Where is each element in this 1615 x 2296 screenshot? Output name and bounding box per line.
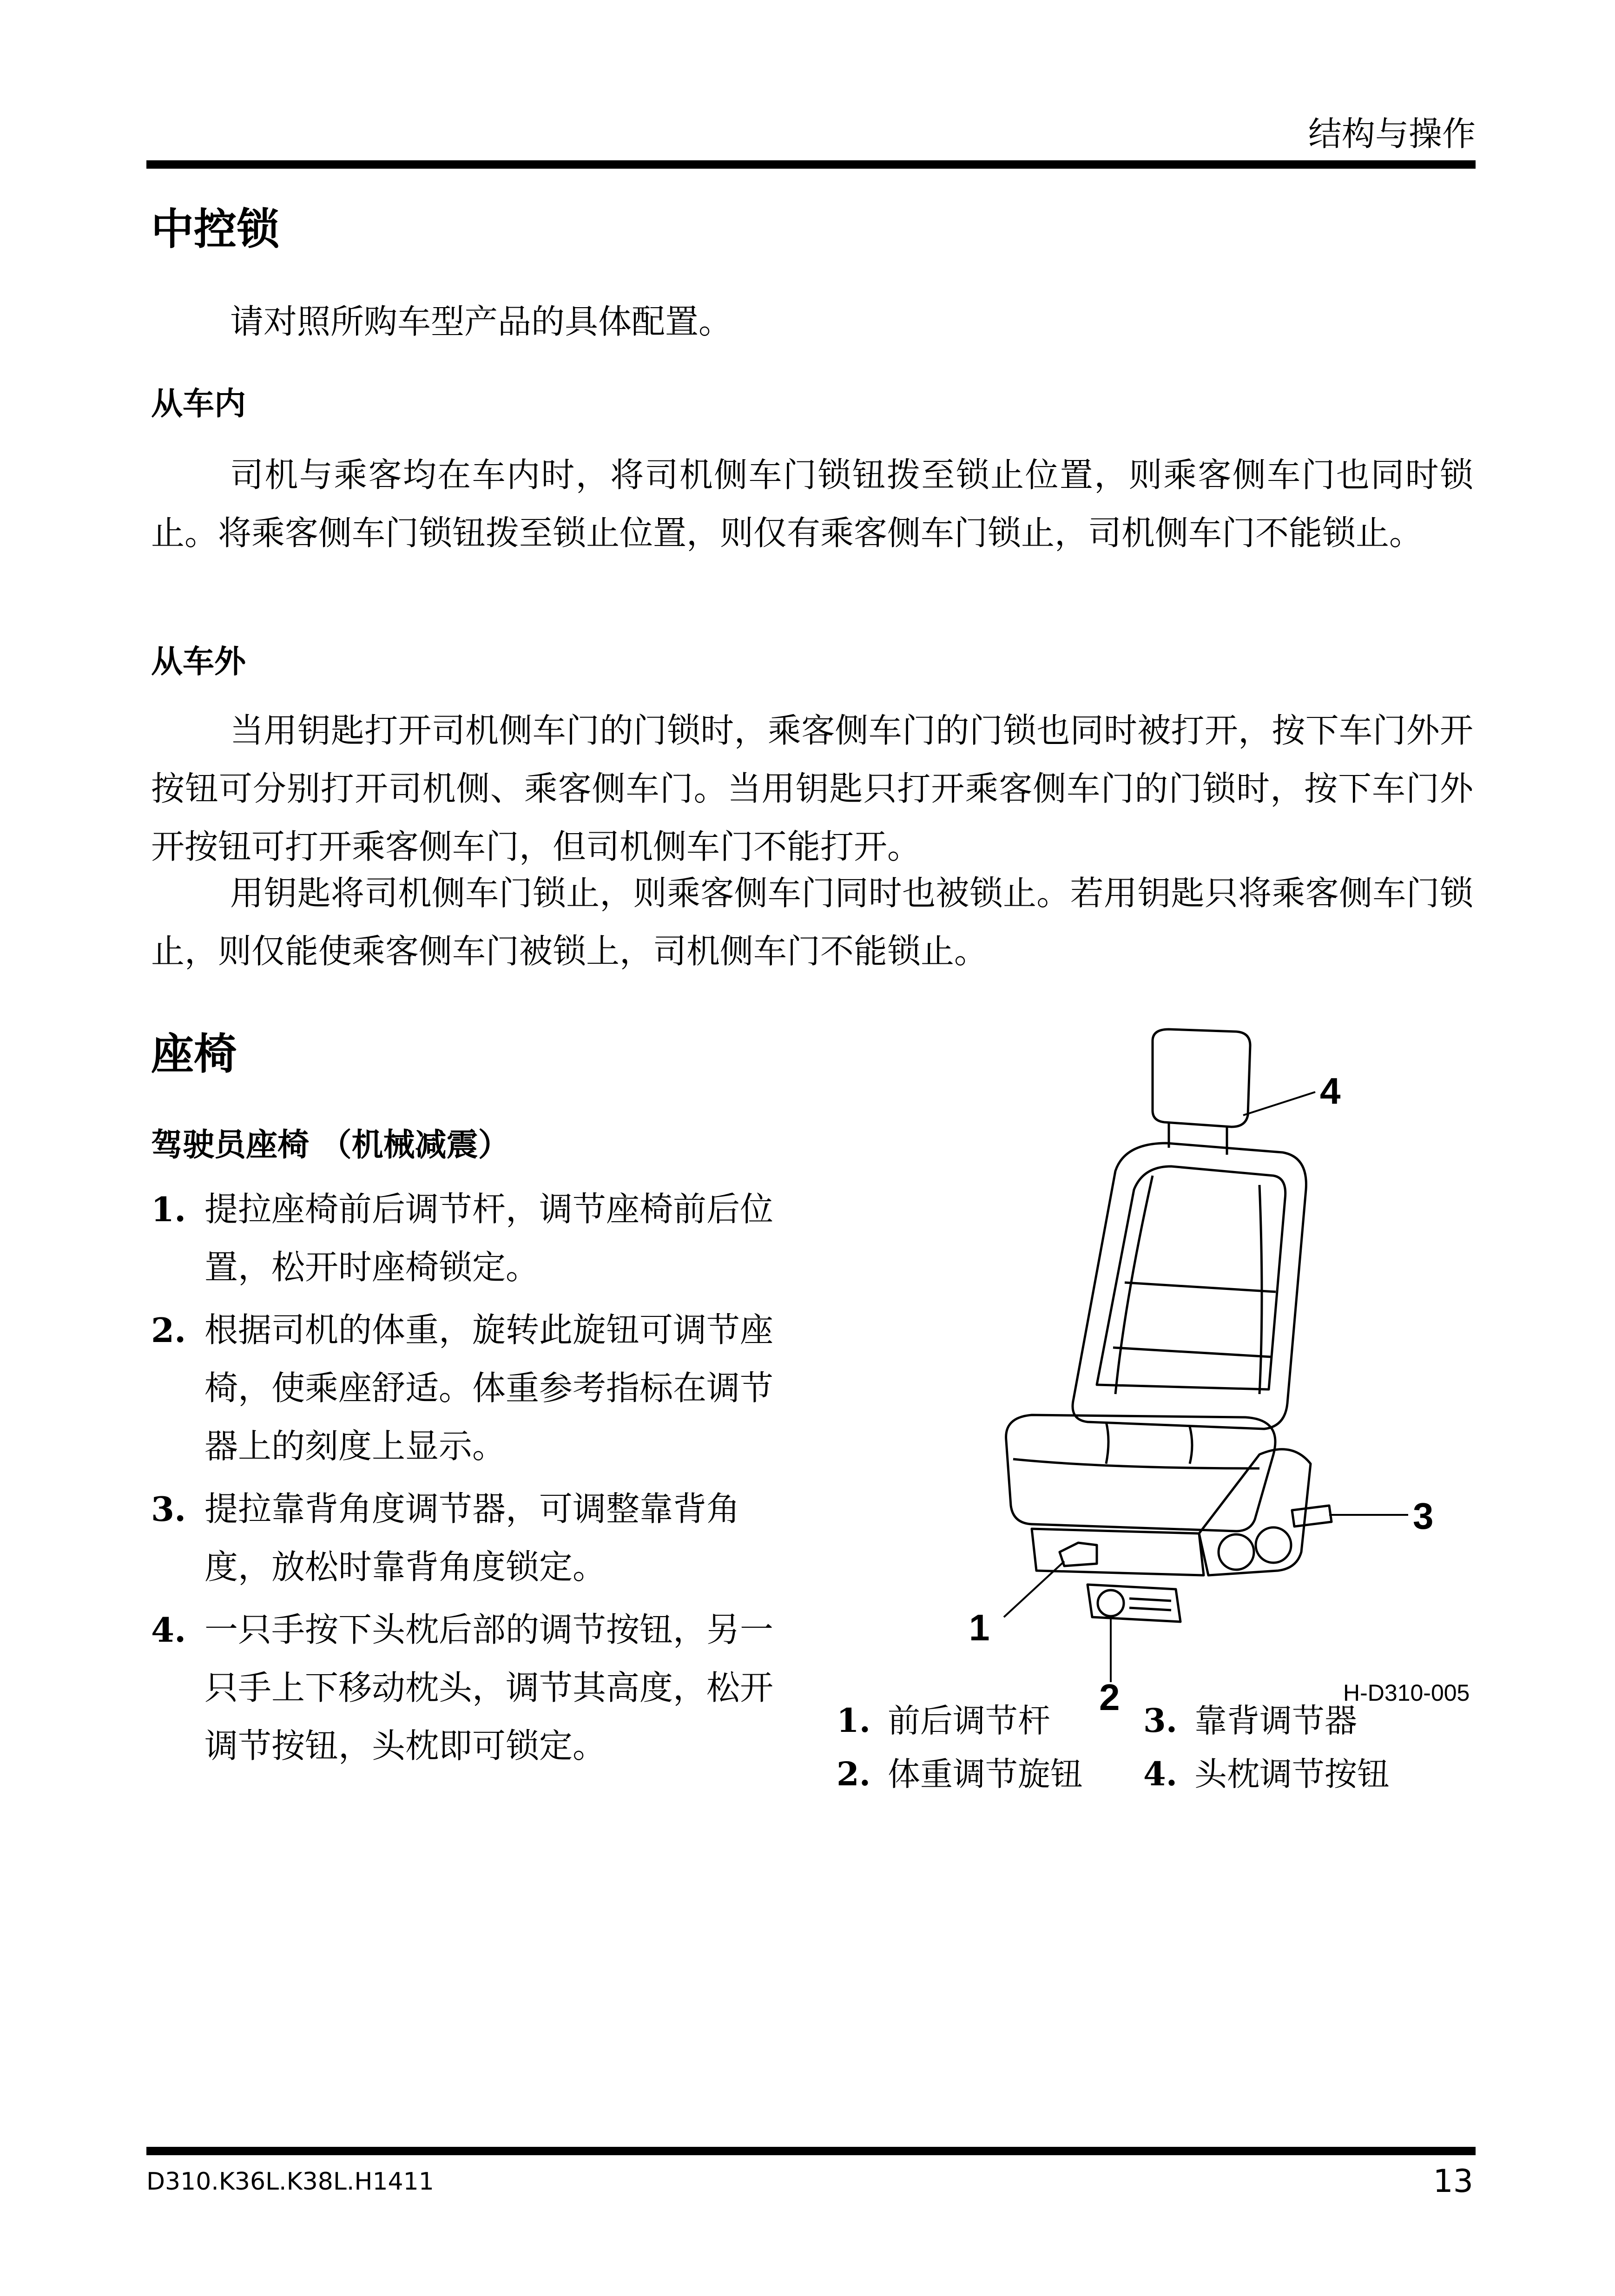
document-code: D310.K36L.K38L.H1411 <box>146 2168 434 2196</box>
figure-captions <box>837 1691 1510 1798</box>
caption-1: 1. 前后调节杆 <box>837 1701 1050 1740</box>
list-item: 4. 一只手按下头枕后部的调节按钮，另一只手上下移动枕头，调节其高度，松开调节按钮，头枕即可锁定。 <box>151 1610 774 1765</box>
outside-paragraph-1: 当用钥匙打开司机侧车门的门锁时，乘客侧车门的门锁也同时被打开，按下车门外开按钮可分别打开司机侧、乘客侧车门。当用钥匙只打开乘客侧车门的门锁时，按下车门外开按钮可打开乘客侧车门，但司机侧车门不能打开。 <box>151 711 1473 866</box>
seat-instructions-list <box>151 1180 802 1780</box>
section-heading-seat: 座椅 <box>151 1029 237 1079</box>
footer-rule <box>146 2147 1476 2155</box>
seat-illustration <box>827 1022 1501 1710</box>
callout-4: 4 <box>1320 1070 1341 1112</box>
subheading-outside: 从车外 <box>151 644 246 680</box>
callout-2: 2 <box>1099 1677 1120 1710</box>
page-number: 13 <box>1433 2163 1473 2200</box>
headrest-shape <box>1153 1029 1250 1127</box>
central-lock-intro: 请对照所购车型产品的具体配置。 <box>230 302 732 341</box>
callout-1: 1 <box>969 1607 990 1648</box>
caption-3: 3. 靠背调节器 <box>1143 1701 1357 1740</box>
caption-2: 2. 体重调节旋钮 <box>837 1755 1083 1793</box>
list-item: 3. 提拉靠背角度调节器，可调整靠背角度，放松时靠背角度锁定。 <box>151 1489 740 1586</box>
header-rule <box>146 160 1476 169</box>
slide-lever <box>1060 1543 1097 1566</box>
subheading-inside: 从车内 <box>151 386 246 422</box>
weight-knob <box>1098 1590 1124 1616</box>
cushion-shape <box>1006 1415 1275 1531</box>
running-header: 结构与操作 <box>1308 114 1476 153</box>
list-item: 2. 根据司机的体重，旋转此旋钮可调节座椅，使乘座舒适。体重参考指标在调节器上的刻度上显示。 <box>151 1310 774 1466</box>
callout-3: 3 <box>1413 1495 1434 1537</box>
subheading-driver-seat: 驾驶员座椅 （机械减震） <box>151 1127 510 1164</box>
caption-4: 4. 头枕调节按钮 <box>1143 1755 1390 1793</box>
section-heading-central-lock: 中控锁 <box>151 204 280 254</box>
seat-drawing <box>827 1022 1501 1710</box>
recline-lever <box>1292 1506 1332 1526</box>
figure-code: H-D310-005 <box>1343 1680 1470 1706</box>
outside-paragraph-2: 用钥匙将司机侧车门锁止，则乘客侧车门同时也被锁止。若用钥匙只将乘客侧车门锁止，则仅能使乘客侧车门被锁上，司机侧车门不能锁止。 <box>151 874 1473 971</box>
inside-paragraph: 司机与乘客均在车内时，将司机侧车门锁钮拨至锁止位置，则乘客侧车门也同时锁止。将乘客侧车门锁钮拨至锁止位置，则仅有乘客侧车门锁止，司机侧车门不能锁止。 <box>151 455 1473 553</box>
list-item: 1. 提拉座椅前后调节杆，调节座椅前后位置，松开时座椅锁定。 <box>151 1190 774 1287</box>
